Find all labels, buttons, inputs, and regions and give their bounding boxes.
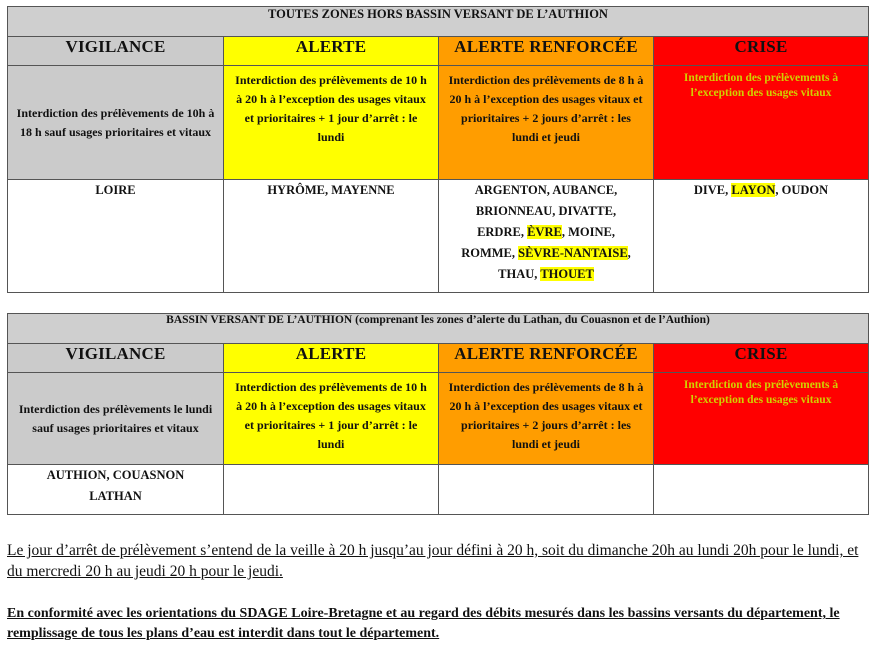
desc-crise: Interdiction des prélèvements à l’exception des usages vitaux [654, 373, 869, 465]
highlight: SÈVRE-NANTAISE [518, 246, 628, 260]
highlight: THOUET [540, 267, 594, 281]
zones-alerte-renforcee: ARGENTON, AUBANCE, BRIONNEAU, DIVATTE, ERDRE, ÈVRE, MOINE, ROMME, SÈVRE-NANTAISE, THAU, THOUET [439, 180, 654, 293]
level-crise: CRISE [654, 37, 869, 66]
desc-alerte: Interdiction des prélèvements de 10 h à 20 h à l’exception des usages vitaux et prioritaires + 1 jour d’arrêt : le lundi [224, 373, 439, 465]
desc-alerte-renforcee: Interdiction des prélèvements de 8 h à 20 h à l’exception des usages vitaux et prioritaires + 2 jours d’arrêt : les lundi et jeudi [439, 373, 654, 465]
highlight: LAYON [731, 183, 776, 197]
zones-crise [654, 465, 869, 515]
level-vigilance: VIGILANCE [8, 344, 224, 373]
highlight: ÈVRE [527, 225, 562, 239]
desc-vigilance: Interdiction des prélèvements de 10h à 18 h sauf usages prioritaires et vitaux [8, 66, 224, 180]
level-alerte-renforcee: ALERTE RENFORCÉE [439, 37, 654, 66]
level-alerte-renforcee: ALERTE RENFORCÉE [439, 344, 654, 373]
table-bassin-authion [7, 313, 869, 515]
zones-crise: DIVE, LAYON, OUDON [654, 180, 869, 293]
desc-vigilance: Interdiction des prélèvements le lundi sauf usages prioritaires et vitaux [8, 373, 224, 465]
desc-crise: Interdiction des prélèvements à l’exception des usages vitaux [654, 66, 869, 180]
zones-vigilance: AUTHION, COUASNON LATHAN [8, 465, 224, 515]
table-title: TOUTES ZONES HORS BASSIN VERSANT DE L’AUTHION [8, 7, 869, 37]
level-alerte: ALERTE [224, 344, 439, 373]
note-jour-arret: Le jour d’arrêt de prélèvement s’entend de la veille à 20 h jusqu’au jour défini à 20 h, soit du dimanche 20h au lundi 20h pour le lundi, et du mercredi 20 h au jeudi 20 h pour le jeudi. [7, 542, 859, 580]
table-title: BASSIN VERSANT DE L’AUTHION (comprenant les zones d’alerte du Lathan, du Couasnon et de l’Authion) [8, 314, 869, 344]
table-hors-authion [7, 6, 869, 293]
level-alerte: ALERTE [224, 37, 439, 66]
note-plans-eau: En conformité avec les orientations du SDAGE Loire-Bretagne et au regard des débits mesurés dans les bassins versants du département, le remplissage de tous les plans d’eau est interdit dans tout le département. [7, 606, 840, 641]
zones-alerte [224, 465, 439, 515]
level-vigilance: VIGILANCE [8, 37, 224, 66]
zones-alerte-renforcee [439, 465, 654, 515]
level-crise: CRISE [654, 344, 869, 373]
desc-alerte: Interdiction des prélèvements de 10 h à 20 h à l’exception des usages vitaux et prioritaires + 1 jour d’arrêt : le lundi [224, 66, 439, 180]
zones-vigilance: LOIRE [8, 180, 224, 293]
zones-alerte: HYRÔME, MAYENNE [224, 180, 439, 293]
desc-alerte-renforcee: Interdiction des prélèvements de 8 h à 20 h à l’exception des usages vitaux et prioritaires + 2 jours d’arrêt : les lundi et jeudi [439, 66, 654, 180]
